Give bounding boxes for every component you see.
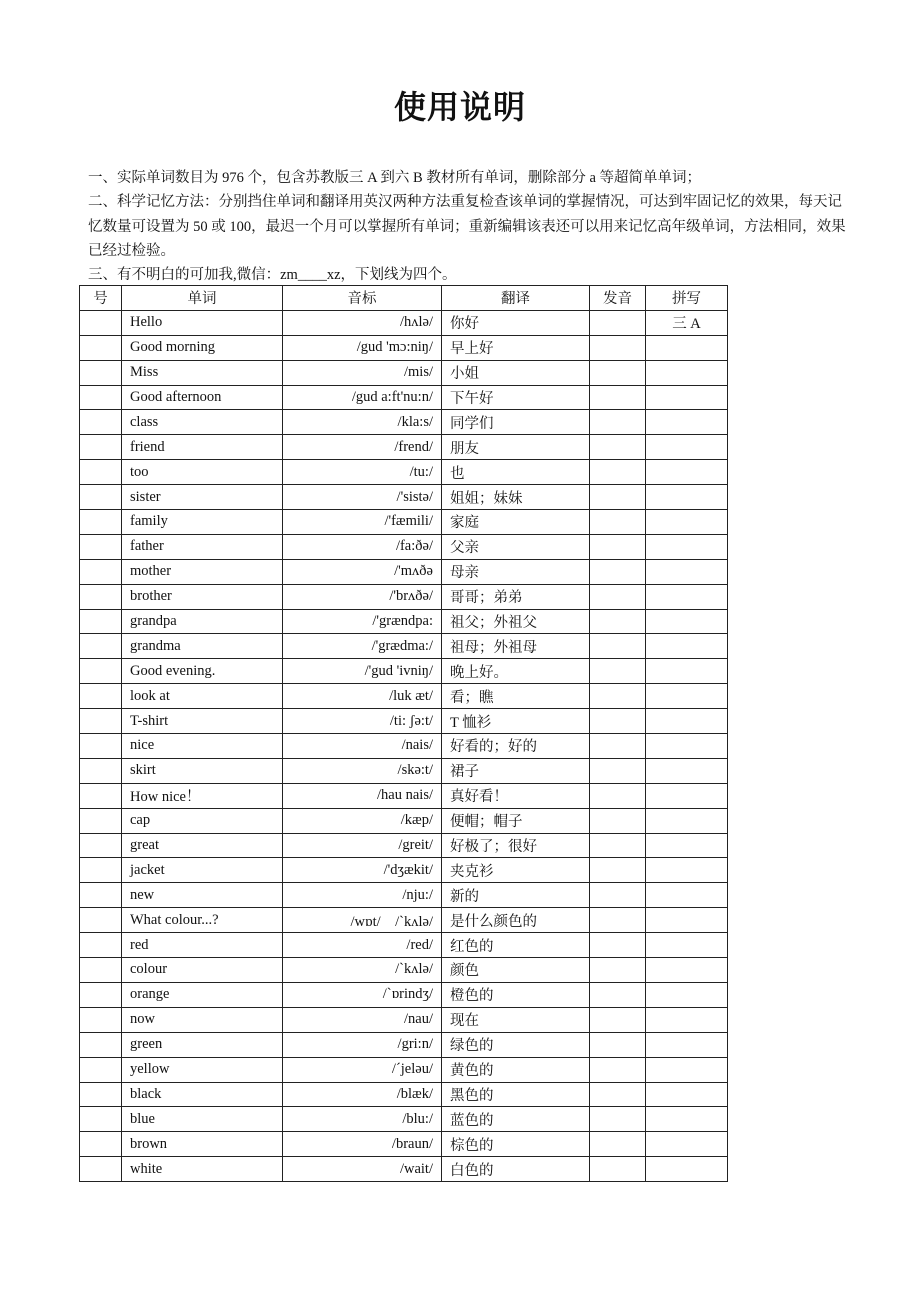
cell-phonetic: /nju:/ — [283, 883, 442, 908]
cell-pronunciation — [590, 485, 646, 510]
cell-word: new — [122, 883, 283, 908]
cell-word: now — [122, 1007, 283, 1032]
cell-meaning: 祖父；外祖父 — [442, 609, 590, 634]
cell-phonetic: /'fæmili/ — [283, 510, 442, 535]
cell-pronunciation — [590, 1107, 646, 1132]
cell-phonetic: /gud a:ft'nu:n/ — [283, 385, 442, 410]
cell-word: white — [122, 1157, 283, 1182]
cell-phonetic: /'dʒækit/ — [283, 858, 442, 883]
cell-spelling — [646, 982, 728, 1007]
cell-word: grandma — [122, 634, 283, 659]
cell-number — [80, 758, 122, 783]
cell-meaning: 看；瞧 — [442, 684, 590, 709]
cell-spelling — [646, 335, 728, 360]
cell-pronunciation — [590, 883, 646, 908]
cell-spelling — [646, 510, 728, 535]
cell-number — [80, 634, 122, 659]
table-row — [80, 734, 728, 759]
cell-spelling — [646, 883, 728, 908]
cell-phonetic: /braun/ — [283, 1132, 442, 1157]
cell-phonetic: /fa:ðə/ — [283, 534, 442, 559]
cell-phonetic: /kla:s/ — [283, 410, 442, 435]
cell-pronunciation — [590, 510, 646, 535]
cell-meaning: 颜色 — [442, 958, 590, 983]
cell-pronunciation — [590, 982, 646, 1007]
instruction-2: 二、科学记忆方法：分别挡住单词和翻译用英汉两种方法重复检查该单词的掌握情况，可达到牢固记忆的效果，每天记忆数量可设置为 50 或 100，最迟一个月可以掌握所有单词；重新编辑该表还可以用来记忆高年级单词，方法相同，效果已经过检验。 — [88, 194, 846, 259]
cell-pronunciation — [590, 858, 646, 883]
cell-pronunciation — [590, 534, 646, 559]
table-row — [80, 534, 728, 559]
table-row — [80, 460, 728, 485]
cell-spelling — [646, 385, 728, 410]
table-row — [80, 410, 728, 435]
cell-meaning: 家庭 — [442, 510, 590, 535]
cell-word: How nice！ — [122, 783, 283, 808]
header-phonetic: 音标 — [283, 286, 442, 311]
cell-number — [80, 435, 122, 460]
table-row — [80, 858, 728, 883]
header-pronunciation: 发音 — [590, 286, 646, 311]
table-row — [80, 783, 728, 808]
cell-phonetic: /'gud 'ivniŋ/ — [283, 659, 442, 684]
cell-phonetic: /skə:t/ — [283, 758, 442, 783]
table-row — [80, 684, 728, 709]
cell-number — [80, 1082, 122, 1107]
cell-word: Good evening. — [122, 659, 283, 684]
table-row — [80, 808, 728, 833]
cell-spelling — [646, 360, 728, 385]
cell-spelling — [646, 634, 728, 659]
cell-meaning: 红色的 — [442, 933, 590, 958]
cell-word: blue — [122, 1107, 283, 1132]
cell-phonetic: /frend/ — [283, 435, 442, 460]
cell-meaning: 下午好 — [442, 385, 590, 410]
cell-spelling — [646, 559, 728, 584]
cell-meaning: 也 — [442, 460, 590, 485]
cell-meaning: 黄色的 — [442, 1057, 590, 1082]
cell-pronunciation — [590, 385, 646, 410]
cell-meaning: 现在 — [442, 1007, 590, 1032]
cell-word: Hello — [122, 310, 283, 335]
cell-number — [80, 584, 122, 609]
table-row — [80, 584, 728, 609]
cell-word: orange — [122, 982, 283, 1007]
cell-word: father — [122, 534, 283, 559]
cell-phonetic: /wɒt/ /ˋkʌlə/ — [283, 908, 442, 933]
cell-number — [80, 908, 122, 933]
cell-spelling — [646, 435, 728, 460]
cell-meaning: T 恤衫 — [442, 709, 590, 734]
table-row — [80, 1007, 728, 1032]
cell-word: cap — [122, 808, 283, 833]
instructions — [88, 166, 848, 287]
cell-pronunciation — [590, 734, 646, 759]
cell-pronunciation — [590, 808, 646, 833]
table-row — [80, 758, 728, 783]
cell-meaning: 姐姐；妹妹 — [442, 485, 590, 510]
table-row — [80, 833, 728, 858]
cell-number — [80, 410, 122, 435]
cell-number — [80, 783, 122, 808]
cell-meaning: 黑色的 — [442, 1082, 590, 1107]
cell-pronunciation — [590, 410, 646, 435]
cell-pronunciation — [590, 1032, 646, 1057]
cell-phonetic: /wait/ — [283, 1157, 442, 1182]
table-row — [80, 360, 728, 385]
table-row — [80, 908, 728, 933]
cell-word: mother — [122, 559, 283, 584]
cell-word: nice — [122, 734, 283, 759]
cell-word: What colour...? — [122, 908, 283, 933]
cell-meaning: 哥哥；弟弟 — [442, 584, 590, 609]
cell-spelling — [646, 858, 728, 883]
cell-word: Good morning — [122, 335, 283, 360]
cell-number — [80, 684, 122, 709]
cell-number — [80, 958, 122, 983]
header-number: 号 — [80, 286, 122, 311]
cell-phonetic: /tu:/ — [283, 460, 442, 485]
cell-number — [80, 559, 122, 584]
cell-word: yellow — [122, 1057, 283, 1082]
cell-spelling — [646, 609, 728, 634]
cell-number — [80, 1007, 122, 1032]
cell-meaning: 新的 — [442, 883, 590, 908]
cell-phonetic: /'grændpa: — [283, 609, 442, 634]
cell-spelling — [646, 958, 728, 983]
table-row — [80, 659, 728, 684]
table-row — [80, 1132, 728, 1157]
cell-pronunciation — [590, 933, 646, 958]
cell-meaning: 朋友 — [442, 435, 590, 460]
cell-meaning: 祖母；外祖母 — [442, 634, 590, 659]
cell-meaning: 你好 — [442, 310, 590, 335]
cell-number — [80, 360, 122, 385]
table-row — [80, 335, 728, 360]
cell-spelling — [646, 758, 728, 783]
cell-word: jacket — [122, 858, 283, 883]
cell-phonetic: /greit/ — [283, 833, 442, 858]
cell-phonetic: /ˊjeləu/ — [283, 1057, 442, 1082]
cell-phonetic: /nau/ — [283, 1007, 442, 1032]
cell-word: green — [122, 1032, 283, 1057]
cell-number — [80, 335, 122, 360]
cell-phonetic: /nais/ — [283, 734, 442, 759]
cell-spelling — [646, 783, 728, 808]
cell-meaning: 橙色的 — [442, 982, 590, 1007]
header-word: 单词 — [122, 286, 283, 311]
instruction-1: 一、实际单词数目为 976 个，包含苏教版三 A 到六 B 教材所有单词，删除部分 a 等超简单单词； — [88, 170, 702, 186]
cell-word: great — [122, 833, 283, 858]
cell-meaning: 便帽；帽子 — [442, 808, 590, 833]
cell-pronunciation — [590, 1082, 646, 1107]
cell-number — [80, 933, 122, 958]
cell-spelling — [646, 908, 728, 933]
cell-pronunciation — [590, 709, 646, 734]
cell-word: brother — [122, 584, 283, 609]
cell-phonetic: /gri:n/ — [283, 1032, 442, 1057]
cell-pronunciation — [590, 684, 646, 709]
cell-pronunciation — [590, 310, 646, 335]
cell-word: red — [122, 933, 283, 958]
cell-number — [80, 982, 122, 1007]
cell-pronunciation — [590, 1057, 646, 1082]
cell-phonetic: /'sistə/ — [283, 485, 442, 510]
cell-phonetic: /'grædma:/ — [283, 634, 442, 659]
cell-spelling — [646, 659, 728, 684]
cell-pronunciation — [590, 908, 646, 933]
cell-spelling — [646, 485, 728, 510]
cell-pronunciation — [590, 1157, 646, 1182]
header-spelling: 拼写 — [646, 286, 728, 311]
cell-meaning: 父亲 — [442, 534, 590, 559]
cell-phonetic: /'brʌðə/ — [283, 584, 442, 609]
cell-spelling — [646, 933, 728, 958]
cell-word: Good afternoon — [122, 385, 283, 410]
cell-word: colour — [122, 958, 283, 983]
cell-meaning: 真好看！ — [442, 783, 590, 808]
table-row — [80, 485, 728, 510]
table-row — [80, 1057, 728, 1082]
cell-number — [80, 485, 122, 510]
cell-pronunciation — [590, 659, 646, 684]
cell-number — [80, 883, 122, 908]
cell-phonetic: /hʌlə/ — [283, 310, 442, 335]
table-row — [80, 1082, 728, 1107]
cell-number — [80, 609, 122, 634]
cell-phonetic: /ˋɒrindʒ/ — [283, 982, 442, 1007]
cell-meaning: 夹克衫 — [442, 858, 590, 883]
cell-meaning: 绿色的 — [442, 1032, 590, 1057]
cell-meaning: 同学们 — [442, 410, 590, 435]
cell-pronunciation — [590, 833, 646, 858]
cell-meaning: 是什么颜色的 — [442, 908, 590, 933]
cell-pronunciation — [590, 335, 646, 360]
table-row — [80, 1107, 728, 1132]
cell-pronunciation — [590, 559, 646, 584]
cell-pronunciation — [590, 460, 646, 485]
cell-number — [80, 709, 122, 734]
cell-word: too — [122, 460, 283, 485]
cell-meaning: 小姐 — [442, 360, 590, 385]
cell-pronunciation — [590, 958, 646, 983]
cell-phonetic: /ti: ʃə:t/ — [283, 709, 442, 734]
cell-spelling — [646, 410, 728, 435]
cell-pronunciation — [590, 634, 646, 659]
page-title: 使用说明 — [393, 89, 526, 125]
cell-spelling — [646, 709, 728, 734]
cell-phonetic: /'mʌðə — [283, 559, 442, 584]
cell-number — [80, 1132, 122, 1157]
cell-number — [80, 659, 122, 684]
cell-number — [80, 510, 122, 535]
cell-word: Miss — [122, 360, 283, 385]
cell-spelling — [646, 534, 728, 559]
cell-pronunciation — [590, 1007, 646, 1032]
cell-word: sister — [122, 485, 283, 510]
cell-meaning: 晚上好。 — [442, 659, 590, 684]
cell-spelling — [646, 584, 728, 609]
cell-pronunciation — [590, 360, 646, 385]
table-row — [80, 310, 728, 335]
cell-spelling: 三 A — [646, 310, 728, 335]
cell-number — [80, 858, 122, 883]
cell-number — [80, 1107, 122, 1132]
cell-word: black — [122, 1082, 283, 1107]
cell-phonetic: /red/ — [283, 933, 442, 958]
cell-phonetic: /mis/ — [283, 360, 442, 385]
cell-number — [80, 460, 122, 485]
cell-word: T-shirt — [122, 709, 283, 734]
table-row — [80, 982, 728, 1007]
vocabulary-table — [79, 285, 728, 1182]
table-row — [80, 559, 728, 584]
table-row — [80, 1032, 728, 1057]
instruction-3: 三、有不明白的可加我,微信：zm____xz，下划线为四个。 — [88, 267, 457, 284]
cell-spelling — [646, 808, 728, 833]
cell-phonetic: /blæk/ — [283, 1082, 442, 1107]
cell-word: look at — [122, 684, 283, 709]
cell-spelling — [646, 1082, 728, 1107]
table-row — [80, 385, 728, 410]
cell-word: class — [122, 410, 283, 435]
cell-phonetic: /luk æt/ — [283, 684, 442, 709]
table-row — [80, 709, 728, 734]
cell-spelling — [646, 684, 728, 709]
cell-word: brown — [122, 1132, 283, 1157]
cell-number — [80, 1032, 122, 1057]
table-row — [80, 1157, 728, 1182]
cell-number — [80, 1057, 122, 1082]
cell-word: grandpa — [122, 609, 283, 634]
cell-meaning: 裙子 — [442, 758, 590, 783]
table-row — [80, 883, 728, 908]
cell-pronunciation — [590, 609, 646, 634]
cell-pronunciation — [590, 758, 646, 783]
cell-number — [80, 385, 122, 410]
cell-phonetic: /gud 'mɔ:niŋ/ — [283, 335, 442, 360]
cell-spelling — [646, 460, 728, 485]
table-row — [80, 609, 728, 634]
cell-pronunciation — [590, 783, 646, 808]
cell-word: family — [122, 510, 283, 535]
cell-spelling — [646, 734, 728, 759]
cell-pronunciation — [590, 435, 646, 460]
cell-phonetic: /ˋkʌlə/ — [283, 958, 442, 983]
cell-meaning: 蓝色的 — [442, 1107, 590, 1132]
table-header-row — [80, 286, 728, 311]
cell-number — [80, 1157, 122, 1182]
cell-number — [80, 310, 122, 335]
table-row — [80, 634, 728, 659]
cell-meaning: 母亲 — [442, 559, 590, 584]
cell-word: skirt — [122, 758, 283, 783]
cell-meaning: 早上好 — [442, 335, 590, 360]
cell-spelling — [646, 1057, 728, 1082]
cell-pronunciation — [590, 584, 646, 609]
cell-word: friend — [122, 435, 283, 460]
cell-number — [80, 534, 122, 559]
cell-meaning: 好看的；好的 — [442, 734, 590, 759]
cell-spelling — [646, 1107, 728, 1132]
cell-phonetic: /hau nais/ — [283, 783, 442, 808]
cell-pronunciation — [590, 1132, 646, 1157]
cell-meaning: 白色的 — [442, 1157, 590, 1182]
table-row — [80, 510, 728, 535]
cell-spelling — [646, 1032, 728, 1057]
cell-meaning: 好极了；很好 — [442, 833, 590, 858]
cell-number — [80, 808, 122, 833]
cell-spelling — [646, 833, 728, 858]
header-meaning: 翻译 — [442, 286, 590, 311]
cell-spelling — [646, 1157, 728, 1182]
cell-phonetic: /blu:/ — [283, 1107, 442, 1132]
cell-meaning: 棕色的 — [442, 1132, 590, 1157]
table-row — [80, 933, 728, 958]
cell-spelling — [646, 1007, 728, 1032]
table-row — [80, 435, 728, 460]
table-row — [80, 958, 728, 983]
cell-number — [80, 833, 122, 858]
cell-spelling — [646, 1132, 728, 1157]
cell-phonetic: /kæp/ — [283, 808, 442, 833]
cell-number — [80, 734, 122, 759]
